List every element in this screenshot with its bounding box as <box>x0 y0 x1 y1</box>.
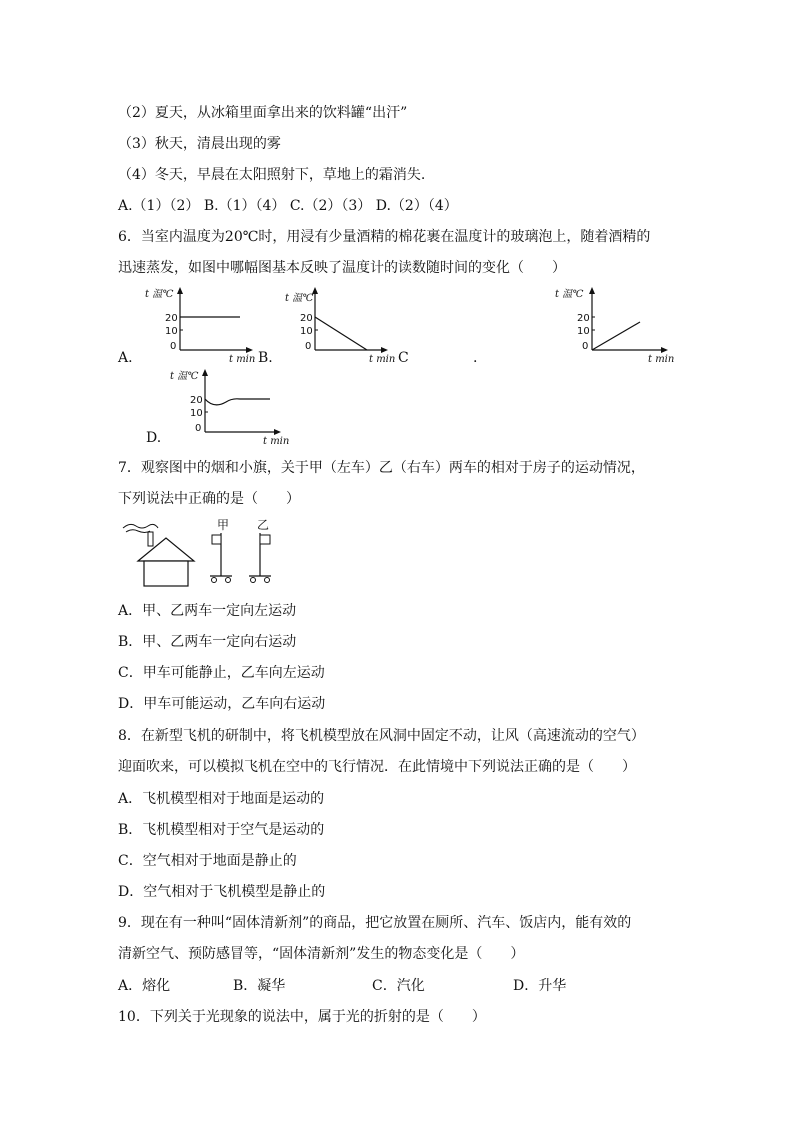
q9-option-c: C．汽化 <box>372 978 425 994</box>
q8-option-a: A．飞机模型相对于地面是运动的 <box>118 791 325 807</box>
q8-option-c: C．空气相对于地面是静止的 <box>118 853 297 869</box>
q9-option-b: B．凝华 <box>233 978 286 994</box>
graph-d <box>170 367 290 447</box>
graph-c-tick-20: 20 <box>577 313 590 324</box>
graph-c-dot: . <box>473 350 478 366</box>
q7-flag-yi: 乙 <box>257 518 270 532</box>
q8-stem-2: 迎面吹来，可以模拟飞机在空中的飞行情况．在此情境中下列说法正确的是（ ） <box>118 759 636 775</box>
q9-stem-1: 9．现在有一种叫“固体清新剂”的商品，把它放置在厕所、汽车、饭店内，能有效的 <box>118 915 632 931</box>
graph-d-tick-10: 10 <box>190 408 203 419</box>
graph-c-tick-0: 0 <box>582 341 589 352</box>
graph-a-xlabel: t min <box>229 354 256 365</box>
q7-option-c: C．甲车可能静止，乙车向左运动 <box>118 665 325 681</box>
q7-figure <box>118 516 288 588</box>
graph-c-label: C <box>398 350 409 366</box>
graph-b-xlabel: t min <box>369 354 396 365</box>
q7-option-a: A．甲、乙两车一定向左运动 <box>118 603 297 619</box>
graph-a-tick-20: 20 <box>165 313 178 324</box>
graph-c-ylabel: t 温℃ <box>555 289 584 300</box>
graph-a-ylabel: t 温℃ <box>145 289 174 300</box>
text-line-1: （2）夏天，从冰箱里面拿出来的饮料罐“出汗” <box>118 105 408 121</box>
graph-c <box>555 285 680 365</box>
q7-option-d: D．甲车可能运动，乙车向右运动 <box>118 696 326 712</box>
graph-d-ylabel: t 温℃ <box>170 371 199 382</box>
graph-c-tick-10: 10 <box>577 326 590 337</box>
graph-a-tick-0: 0 <box>170 341 177 352</box>
graph-b-tick-20: 20 <box>300 313 313 324</box>
graph-d-label: D. <box>146 430 162 446</box>
graph-a <box>145 285 265 365</box>
q6-stem-2: 迅速蒸发，如图中哪幅图基本反映了温度计的读数随时间的变化（ ） <box>118 260 566 276</box>
q5-options: A.（1）（2） B.（1）（4） C.（2）（3） D.（2）（4） <box>118 198 458 214</box>
q7-stem-2: 下列说法中正确的是（ ） <box>118 491 300 507</box>
q8-option-d: D．空气相对于飞机模型是静止的 <box>118 884 326 900</box>
q9-option-d: D．升华 <box>513 978 567 994</box>
graph-b-label: B. <box>258 350 273 366</box>
graph-a-label: A. <box>118 350 133 366</box>
q7-option-b: B．甲、乙两车一定向右运动 <box>118 634 297 650</box>
graph-d-tick-20: 20 <box>190 395 203 406</box>
q7-stem-1: 7．观察图中的烟和小旗，关于甲（左车）乙（右车）两车的相对于房子的运动情况， <box>118 460 645 476</box>
q8-stem-1: 8．在新型飞机的研制中，将飞机模型放在风洞中固定不动，让风（高速流动的空气） <box>118 728 645 744</box>
graph-b-tick-10: 10 <box>300 326 313 337</box>
graph-b-ylabel: t 温℃ <box>285 293 314 304</box>
q10-stem: 10．下列关于光现象的说法中，属于光的折射的是（ ） <box>118 1009 486 1025</box>
graph-a-tick-10: 10 <box>165 326 178 337</box>
graph-c-xlabel: t min <box>648 354 675 365</box>
graph-b <box>285 285 405 365</box>
q9-option-a: A．熔化 <box>118 978 171 994</box>
graph-b-tick-0: 0 <box>305 341 312 352</box>
text-line-3: （4）冬天，早晨在太阳照射下，草地上的霜消失. <box>118 167 426 183</box>
q6-stem-1: 6．当室内温度为20℃时，用浸有少量酒精的棉花裹在温度计的玻璃泡上，随着酒精的 <box>118 229 651 245</box>
text-line-2: （3）秋天，清晨出现的雾 <box>118 136 281 152</box>
q8-option-b: B．飞机模型相对于空气是运动的 <box>118 822 325 838</box>
graph-d-xlabel: t min <box>263 436 290 447</box>
graph-d-tick-0: 0 <box>195 423 202 434</box>
q9-stem-2: 清新空气、预防感冒等，“固体清新剂”发生的物态变化是（ ） <box>118 946 525 962</box>
q7-flag-jia: 甲 <box>217 518 230 532</box>
